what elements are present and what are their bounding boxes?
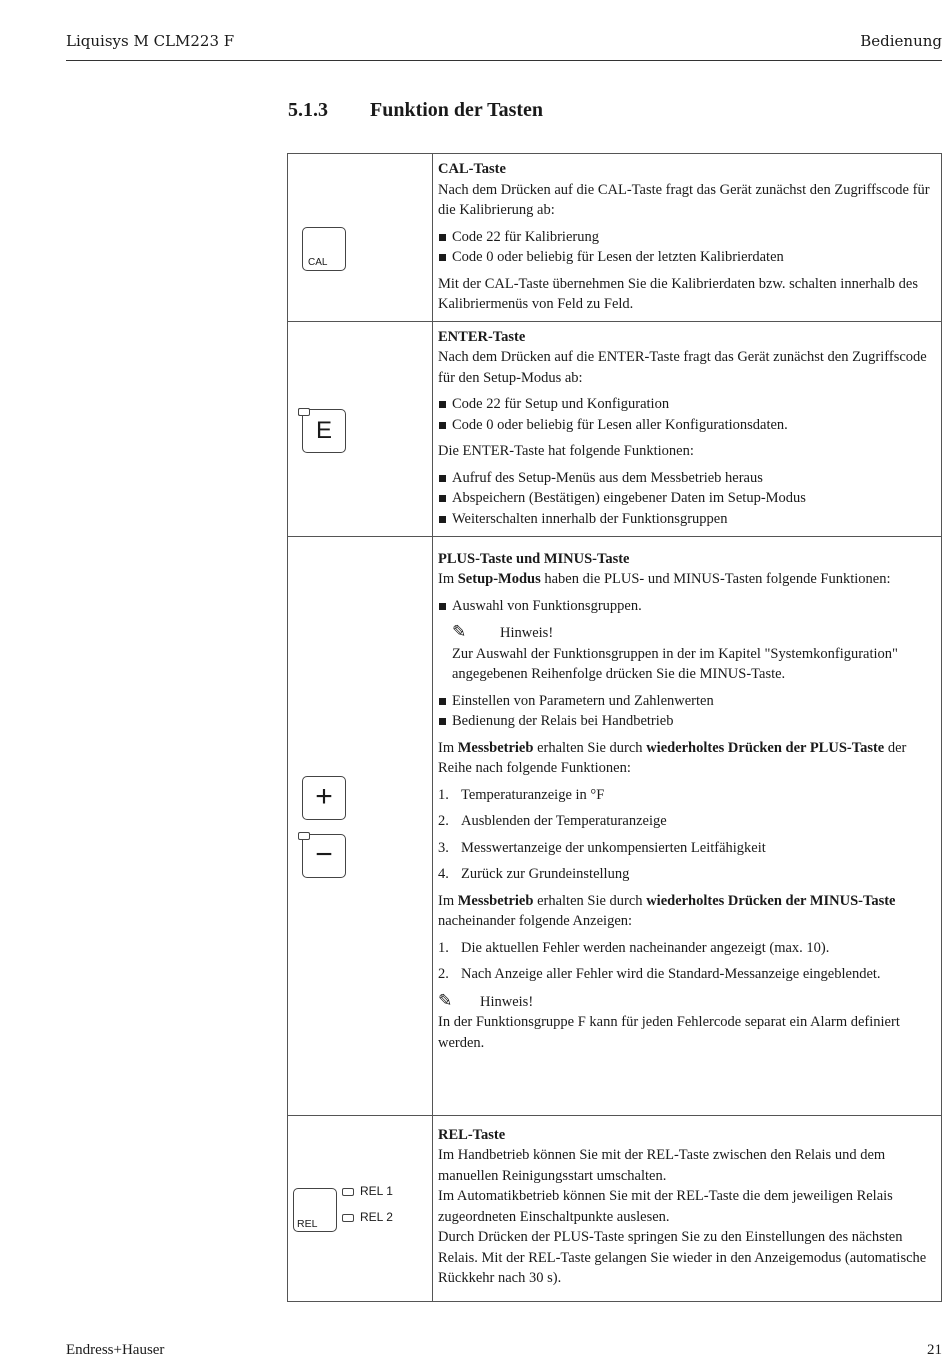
list-item: Code 0 oder beliebig für Lesen der letzten Kalibrierdaten [438, 247, 935, 268]
repeated-press-term: wiederholtes Drücken der PLUS-Taste [646, 739, 885, 756]
table-row-enter [288, 321, 942, 536]
rel-title: REL-Taste [438, 1126, 506, 1143]
text-run: der Reihe nach folgende Funktionen: [438, 739, 907, 776]
plus-key-icon [302, 776, 346, 820]
hint-label: Hinweis! [500, 625, 554, 641]
enter-led-icon-front [298, 408, 310, 416]
header-rule [66, 60, 942, 61]
minus-key-label: − [315, 837, 333, 871]
plus-function-list [438, 785, 935, 885]
text-run: Im [438, 892, 458, 909]
plus-minus-setup-list-2 [438, 691, 935, 732]
list-item: Einstellen von Parametern und Zahlenwerten [438, 691, 935, 712]
plus-minus-key-illustration [288, 536, 433, 1115]
plus-minus-description [433, 536, 942, 1115]
plus-minus-title: PLUS-Taste und MINUS-Taste [438, 550, 630, 567]
table-row-plus-minus [288, 536, 942, 1115]
enter-functions-intro: Die ENTER-Taste hat folgende Funktionen: [438, 443, 694, 459]
hint-label: Hinweis! [480, 993, 534, 1010]
header-chapter: Bedienung [860, 32, 942, 50]
plus-key-label: + [315, 779, 333, 813]
rel2-label: REL 2 [360, 1209, 393, 1224]
table-row-rel [288, 1115, 942, 1301]
list-item: Aufruf des Setup-Menüs aus dem Messbetrieb heraus [438, 468, 935, 489]
hint-note-2 [438, 991, 935, 1054]
rel-key-illustration [288, 1115, 433, 1301]
cal-key-label: CAL [308, 257, 328, 268]
rel1-label: REL 1 [360, 1183, 393, 1198]
list-number: 2. [438, 966, 449, 982]
section-number: 5.1.3 [288, 99, 328, 121]
cal-key-illustration [288, 154, 433, 322]
pencil-note-icon: ✎ [438, 990, 453, 1010]
enter-function-list [438, 468, 935, 530]
cal-intro: Nach dem Drücken auf die CAL-Taste fragt das Gerät zunächst den Zugriffscode für die Kalibrierung ab: [438, 181, 930, 218]
list-text: Messwertanzeige der unkompensierten Leitfähigkeit [461, 839, 766, 856]
list-text: Ausblenden der Temperaturanzeige [461, 813, 667, 829]
rel-text-plus: Durch Drücken der PLUS-Taste springen Sie zu den Einstellungen des nächsten Relais. Mit der REL-Taste gelangen Sie wieder in den Anzeigemodus (automatische Rückkehr nach 30 s). [438, 1229, 927, 1286]
list-item: Code 0 oder beliebig für Lesen aller Konfigurationsdaten. [438, 415, 935, 436]
plus-minus-setup-intro [438, 569, 935, 590]
hint-note-1 [438, 622, 935, 685]
rel-key-icon [293, 1188, 337, 1232]
hint-text: Zur Auswahl der Funktionsgruppen in der im Kapitel "Systemkonfiguration" angegebenen Reihenfolge drücken Sie die MINUS-Taste. [452, 645, 898, 682]
plus-measure-intro [438, 738, 935, 779]
text-run: Im [438, 571, 458, 587]
section-heading: Funktion der Tasten [370, 99, 544, 121]
list-item: Bedienung der Relais bei Handbetrieb [438, 711, 935, 732]
list-number: 3. [438, 839, 449, 856]
enter-key-illustration [288, 321, 433, 536]
list-item: Abspeichern (Bestätigen) eingebener Daten im Setup-Modus [438, 488, 935, 509]
enter-title: ENTER-Taste [438, 328, 526, 345]
list-item: Code 22 für Setup und Konfiguration [438, 394, 935, 415]
rel-text-manual: Im Handbetrieb können Sie mit der REL-Taste zwischen den Relais und dem manuellen Reinigungsstart umschalten. [438, 1147, 886, 1184]
page-number: 21 [927, 1342, 942, 1358]
text-run: haben die PLUS- und MINUS-Tasten folgende Funktionen: [540, 571, 891, 587]
rel1-led-icon [342, 1188, 354, 1196]
text-run: erhalten Sie durch [533, 739, 647, 756]
list-item: Weiterschalten innerhalb der Funktionsgruppen [438, 509, 935, 530]
list-text: Die aktuellen Fehler werden nacheinander angezeigt (max. 10). [461, 939, 830, 956]
list-item [438, 864, 935, 885]
text-run: Im [438, 739, 458, 756]
key-function-table [287, 153, 942, 1302]
list-item [438, 785, 935, 806]
cal-outro: Mit der CAL-Taste übernehmen Sie die Kalibrierdaten bzw. schalten innerhalb des Kalibriermenüs von Feld zu Feld. [438, 275, 919, 312]
footer-company: Endress+Hauser [66, 1342, 165, 1358]
measure-mode-term: Messbetrieb [457, 739, 534, 756]
rel-key-label: REL [297, 1217, 318, 1230]
plus-minus-setup-list-1 [438, 596, 935, 617]
list-text: Temperaturanzeige in °F [461, 786, 605, 803]
list-number: 2. [438, 813, 449, 829]
cal-code-list [438, 227, 935, 268]
cal-key-icon [302, 227, 346, 271]
minus-measure-intro [438, 891, 935, 932]
list-item [438, 811, 935, 832]
setup-mode-term: Setup-Modus [457, 571, 541, 587]
pencil-note-icon: ✎ [452, 622, 467, 641]
list-item: Code 22 für Kalibrierung [438, 227, 935, 248]
enter-intro: Nach dem Drücken auf die ENTER-Taste fragt das Gerät zunächst den Zugriffscode für den Setup-Modus ab: [438, 349, 927, 386]
measure-mode-term: Messbetrieb [457, 892, 534, 909]
text-run: nacheinander folgende Anzeigen: [438, 913, 633, 929]
enter-key-label: E [315, 416, 332, 444]
hint-text: In der Funktionsgruppe F kann für jeden Fehlercode separat ein Alarm definiert werden. [438, 1014, 900, 1051]
section-title [288, 99, 543, 122]
list-item: Auswahl von Funktionsgruppen. [438, 596, 935, 617]
cal-description [433, 154, 942, 322]
repeated-press-term: wiederholtes Drücken der MINUS-Taste [646, 892, 896, 909]
cal-title: CAL-Taste [438, 161, 506, 177]
list-item [438, 964, 935, 985]
header-product: Liquisys M CLM223 F [66, 32, 235, 50]
rel-text-auto: Im Automatikbetrieb können Sie mit der REL-Taste die dem jeweiligen Relais zugeordneten Einschaltpunkte auslesen. [438, 1188, 893, 1225]
list-number: 1. [438, 939, 449, 956]
list-item [438, 838, 935, 859]
list-number: 1. [438, 786, 449, 803]
minus-key-icon [302, 834, 346, 878]
enter-code-list [438, 394, 935, 435]
list-number: 4. [438, 866, 449, 882]
list-item [438, 938, 935, 959]
list-text: Zurück zur Grundeinstellung [461, 866, 630, 882]
rel2-led-icon [342, 1214, 354, 1222]
table-row-cal [288, 154, 942, 322]
text-run: erhalten Sie durch [533, 892, 647, 909]
enter-description [433, 321, 942, 536]
rel-description [433, 1115, 942, 1301]
list-text: Nach Anzeige aller Fehler wird die Standard-Messanzeige eingeblendet. [461, 966, 881, 982]
minus-display-list [438, 938, 935, 985]
minus-led-icon [298, 832, 310, 840]
